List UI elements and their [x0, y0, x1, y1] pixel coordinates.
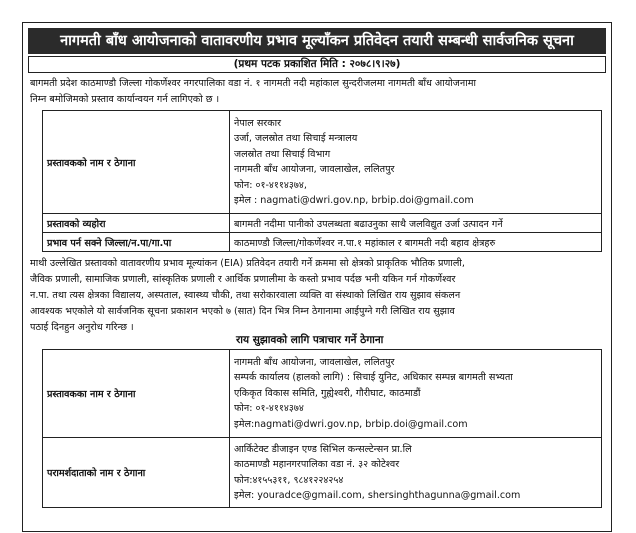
detail-line: नागमती बाँध आयोजना, जावलाखेल, ललितपुर: [234, 164, 395, 175]
body-line: जैविक प्रणाली, सामाजिक प्रणाली, सांस्कृतिक प्रणाली र आर्थिक प्रणालीमा के कस्तो प्रभाव पर्दछ भनी यकिन गर्न गोकर्णेश्वर: [30, 274, 456, 285]
proposal-description: बागमती नदीमा पानीको उपलब्धता बढाउनुका साथै जलविद्युत उर्जा उत्पादन गर्ने: [230, 214, 602, 233]
table-row: [43, 111, 602, 214]
table-row: [43, 214, 602, 233]
body-paragraph: [30, 256, 606, 336]
detail-line: उर्जा, जलस्रोत तथा सिचाई मन्त्रालय: [234, 133, 358, 144]
body-line: माथी उल्लेखित प्रस्तावको वातावरणीय प्रभाव मूल्यांकन (EIA) प्रतिवेदन तयारी गर्ने क्रममा सो क्षेत्रको प्राकृतिक भौतिक प्रणाली,: [30, 258, 465, 269]
detail-line: सम्पर्क कार्यालय (हालको लागि) : सिचाई युनिट, अधिकार सम्पन्न बागमती सभ्यता: [234, 372, 513, 384]
body-line: न.पा. तथा त्यस क्षेत्रका विद्यालय, अस्पताल, स्वास्थ्य चौकी, तथा सरोकारवाला व्यक्ति वा संस्थाको लिखित राय सुझाव संकलन: [30, 290, 461, 301]
detail-line: फोन:४१५५३११, ९८४१२२४२५४: [234, 474, 344, 486]
detail-line: आर्किटेक्ट डीजाइन एण्ड सिभिल कन्सल्टेन्सन प्रा.लि: [234, 443, 412, 455]
table-row: [43, 350, 602, 438]
body-line: आवश्यक भएकोले यो सार्वजनिक सूचना प्रकाशन भएको ७ (सात) दिन भित्र निम्न ठेगानामा आईपुग्ने गरी लिखित राय सुझाव: [30, 306, 455, 317]
detail-line: काठमाण्डौ महानगरपालिका वडा नं. ३२ कोटेश्वर: [234, 459, 400, 470]
affected-area-label: प्रभाव पर्न सक्ने जिल्ला/न.पा/गा.पा: [43, 233, 230, 252]
proponent-details: [230, 111, 602, 214]
intro-paragraph: [30, 76, 606, 108]
proposal-description-label: प्रस्तावको व्यहोरा: [43, 214, 230, 233]
proponent-contact-details: [230, 350, 602, 438]
proposal-table: [42, 110, 602, 252]
detail-line: इमेल : nagmati@dwri.gov.np, brbip.doi@gmail.com: [234, 195, 474, 206]
proponent-label: प्रस्तावकको नाम र ठेगाना: [43, 111, 230, 214]
table-row: [43, 233, 602, 252]
affected-area: काठमाण्डौ जिल्ला/गोकर्णेश्वर न.पा.१ महांकाल र बागमती नदी बहाव क्षेत्रहरु: [230, 233, 602, 252]
consultant-details: [230, 438, 602, 508]
proponent-contact-label: प्रस्तावकका नाम र ठेगाना: [43, 350, 230, 438]
detail-line: इमेल: youradce@gmail.com, shersinghthagunna@gmail.com: [234, 490, 521, 501]
detail-line: जलस्रोत तथा सिचाई विभाग: [234, 148, 331, 160]
detail-line: एकिकृत विकास समिति, गुह्येश्वरी, गौरीघाट, काठमाडौं: [234, 387, 421, 399]
intro-line: निम्न बमोजिमको प्रस्ताव कार्यान्वयन गर्न लागिएको छ ।: [30, 94, 220, 105]
contact-table: [42, 349, 602, 508]
body-line: पठाई दिनहुन अनुरोध गरिन्छ ।: [30, 322, 134, 333]
detail-line: फोन: ०१-४११४३७४,: [234, 179, 307, 191]
table-row: [43, 438, 602, 508]
intro-line: बागमती प्रदेश काठमाण्डौ जिल्ला गोकर्णेश्वर नगरपालिका वडा नं. १ नागमती नदी महांकाल सुन्दरीजलमा नागमती बाँध आयोजनामा: [30, 78, 476, 89]
detail-line: इमेल:nagmati@dwri.gov.np, brbip.doi@gmail.com: [234, 418, 468, 430]
consultant-label: परामर्शदाताको नाम र ठेगाना: [43, 438, 230, 508]
publication-date: (प्रथम पटक प्रकाशित मिति : २०७८।९।२७): [28, 56, 606, 73]
section-title: राय सुझावको लागि पत्राचार गर्ने ठेगाना: [236, 334, 384, 346]
detail-line: नागमती बाँध आयोजना, जावलाखेल, ललितपुर: [234, 356, 395, 368]
detail-line: फोन: ०१-४११४३७४: [234, 403, 304, 415]
notice-title: नागमती बाँध आयोजनाको वातावरणीय प्रभाव मूल्याँकन प्रतिवेदन तयारी सम्बन्धी सार्वजनिक सूचना: [28, 28, 606, 54]
detail-line: नेपाल सरकार: [234, 117, 281, 129]
